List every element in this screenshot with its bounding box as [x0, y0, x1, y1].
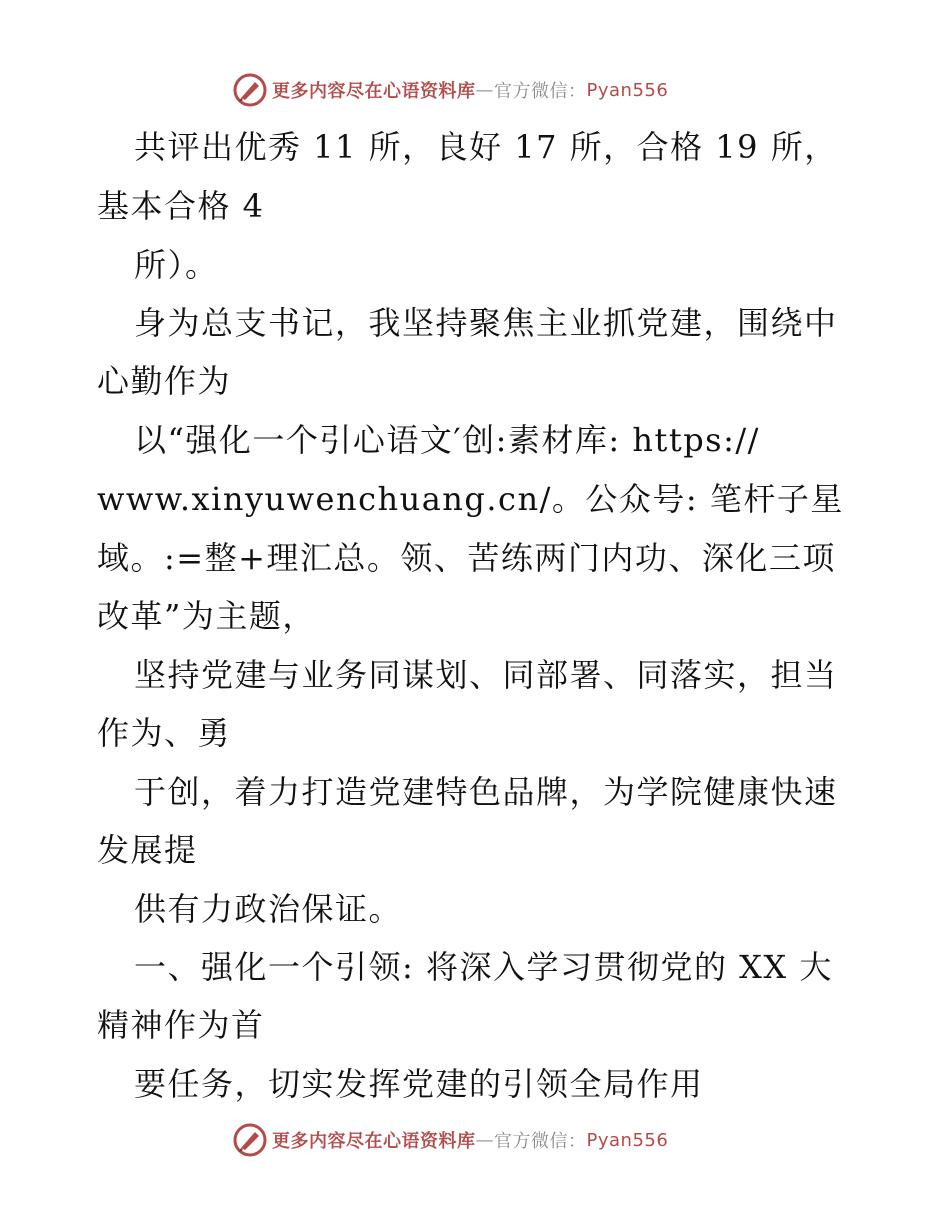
text-line: 于创，着力打造党建特色品牌，为学院健康快速: [134, 773, 838, 811]
text-line: www.xinyuwenchuang.cn/。公众号: 笔杆子星: [97, 480, 844, 518]
text-line: 基本合格 4: [97, 187, 265, 225]
watermark-wechat-label: 官方微信：: [494, 1131, 587, 1152]
text-line: 一、强化一个引领: 将深入学习贯彻党的 XX 大: [134, 948, 833, 986]
watermark-dash: —: [475, 79, 494, 101]
text-line: 改革”为主题，: [97, 597, 316, 635]
watermark-main-text: 更多内容尽在心语资料库: [272, 81, 476, 102]
text-line: 所）。: [134, 246, 219, 284]
text-line: 作为、勇: [97, 714, 232, 752]
text-line: 要任务，切实发挥党建的引领全局作用: [134, 1065, 704, 1103]
text-line: 心勤作为: [97, 362, 232, 400]
watermark-main-text: 更多内容尽在心语资料库: [272, 1131, 476, 1152]
text-line: 供有力政治保证。: [134, 890, 403, 928]
watermark-wechat-label: 官方微信：: [494, 81, 587, 102]
text-line: 共评出优秀 11 所，良好 17 所，合格 19 所，: [134, 128, 838, 166]
footer-watermark: [232, 1120, 668, 1160]
pen-logo-icon: [232, 72, 268, 108]
text-line: 精神作为首: [97, 1006, 265, 1044]
watermark-wechat-id: Pyan556: [586, 1129, 669, 1151]
text-line: 发展提: [97, 831, 198, 869]
watermark-dash: —: [475, 1129, 494, 1151]
header-watermark: [232, 70, 668, 110]
text-line: 坚持党建与业务同谋划、同部署、同落实，担当: [134, 656, 838, 694]
text-line: 域。:=整+理汇总。领、苦练两门内功、深化三项: [97, 539, 836, 577]
pen-logo-icon: [232, 1122, 268, 1158]
text-line: 身为总支书记，我坚持聚焦主业抓党建，围绕中: [134, 304, 838, 342]
text-line: 以“强化一个引心语文′创:素材库: https://: [134, 421, 760, 459]
watermark-wechat-id: Pyan556: [586, 79, 669, 101]
